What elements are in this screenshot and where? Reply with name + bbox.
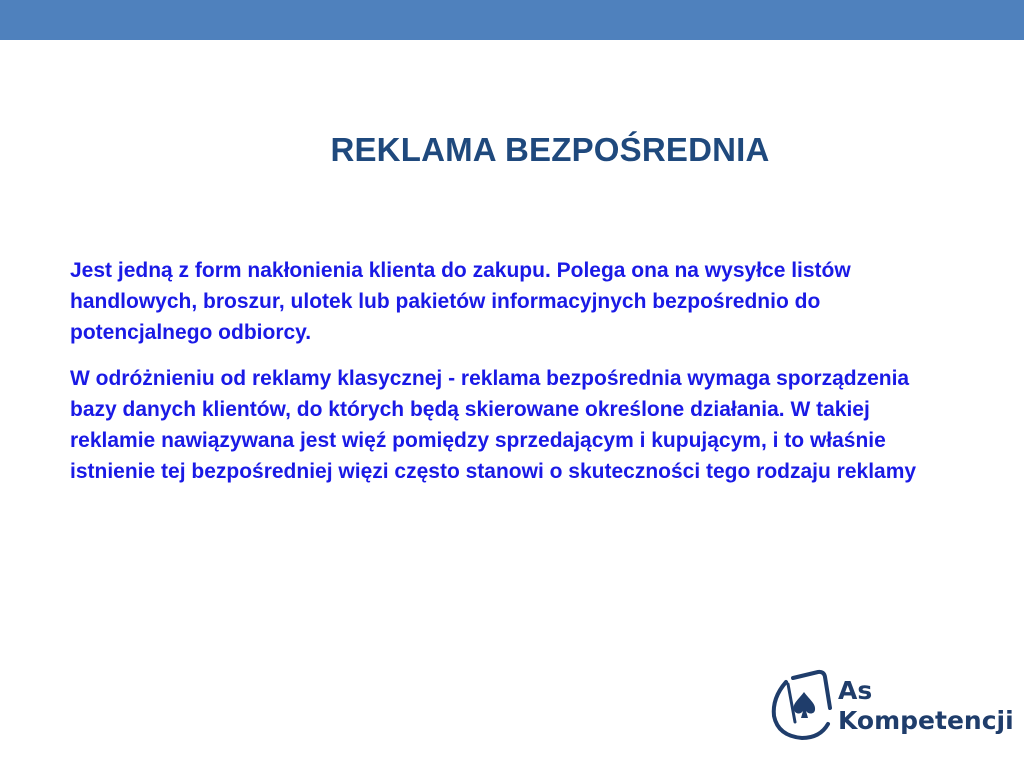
slide-body [70,255,960,502]
body-paragraph-2: W odróżnieniu od reklamy klasycznej - reklama bezpośrednia wymaga sporządzenia bazy danych klientów, do których będą skierowane określone działania. W takiej reklamie nawiązywana jest więź pomiędzy sprzedającym i kupującym, i to właśnie istnienie tej bezpośredniej więzi często stanowi o skuteczności tego rodzaju reklamy [70,367,917,483]
body-paragraph-1: Jest jedną z form nakłonienia klienta do zakupu. Polega ona na wysyłce listów handlowych, broszur, ulotek lub pakietów informacyjnych bezpośrednio do potencjalnego odbiorcy. [70,259,851,344]
top-accent-bar [0,0,1024,40]
slide-title: REKLAMA BEZPOŚREDNIA [330,131,770,168]
logo-text-line-1: As [838,676,873,705]
logo-text-line-2: Kompetencji [838,706,1014,735]
as-kompetencji-logo [768,668,1014,746]
spade-card-icon [768,668,838,746]
